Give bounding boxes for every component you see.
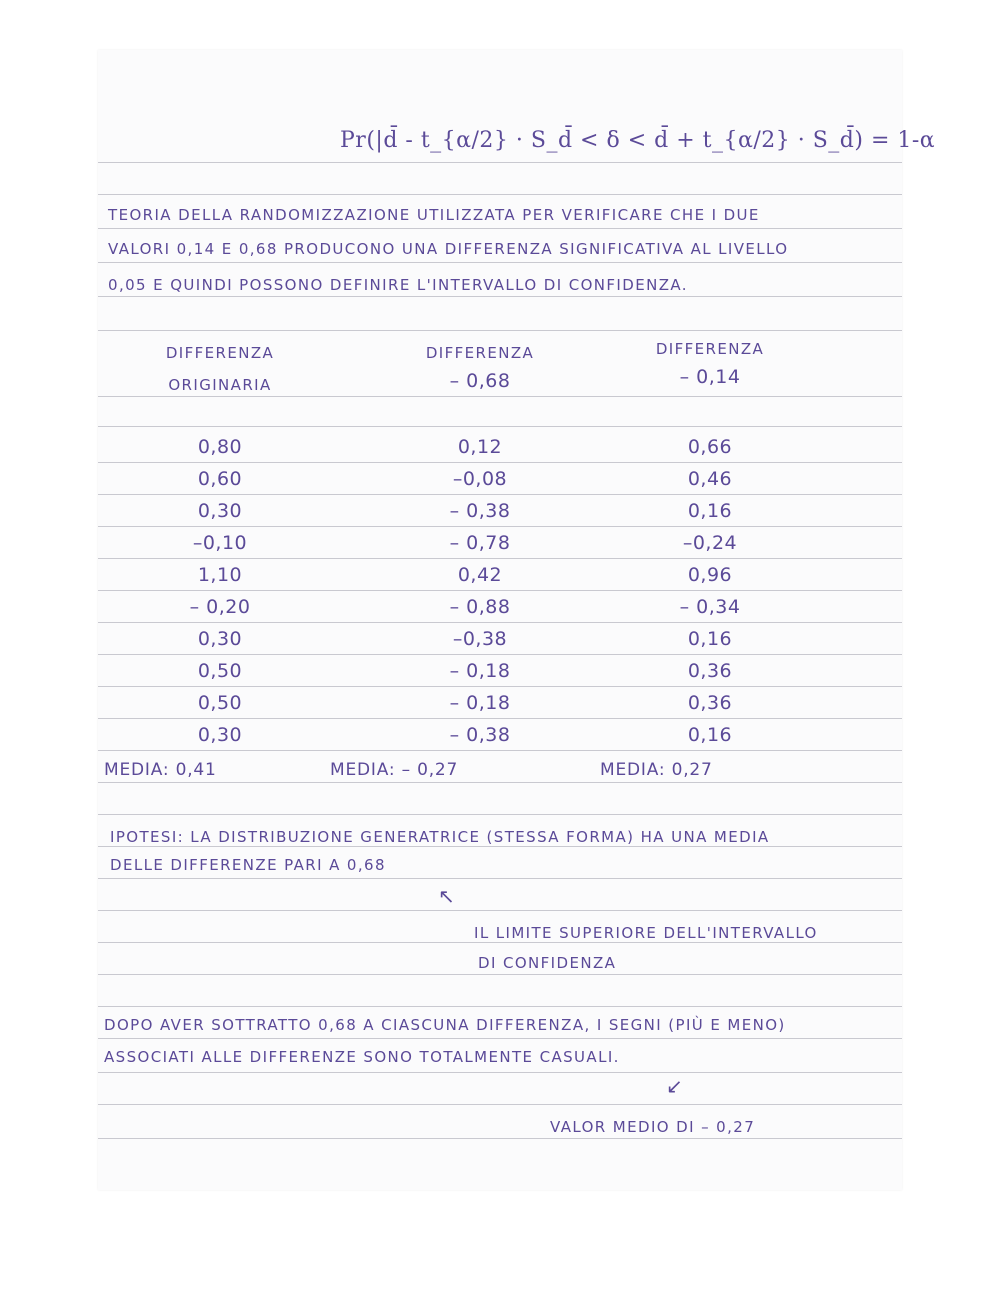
ruled-line xyxy=(98,1138,902,1139)
ruled-line xyxy=(98,1038,902,1039)
table-cell: –0,08 xyxy=(452,468,508,490)
ruled-line xyxy=(98,162,902,163)
ruled-line xyxy=(98,396,902,397)
ruled-line xyxy=(98,686,902,687)
ruled-line xyxy=(98,330,902,331)
ruled-line xyxy=(98,194,902,195)
header-col1-line2: ORIGINARIA xyxy=(168,376,272,394)
ruled-line xyxy=(98,846,902,847)
arrow-down-icon: ↙ xyxy=(666,1074,685,1098)
formula-text: Pr(|d̄ - t_{α/2} · S_d̄ < δ < d̄ + t_{α/2} · S_d̄) = 1-α xyxy=(340,128,936,153)
ruled-line xyxy=(98,228,902,229)
ruled-line xyxy=(98,622,902,623)
conclusion-note: VALOR MEDIO DI – 0,27 xyxy=(550,1118,756,1136)
table-cell: – 0,88 xyxy=(449,596,511,618)
table-cell: 0,36 xyxy=(687,692,733,714)
ruled-line xyxy=(98,1006,902,1007)
ruled-line xyxy=(98,526,902,527)
intro-line-3: 0,05 E QUINDI POSSONO DEFINIRE L'INTERVALLO DI CONFIDENZA. xyxy=(108,276,688,294)
header-col3-line1: DIFFERENZA xyxy=(655,340,765,358)
mean-col3: MEDIA: 0,27 xyxy=(600,760,713,780)
table-cell: 0,16 xyxy=(687,628,733,650)
ruled-line xyxy=(98,782,902,783)
ruled-line xyxy=(98,1104,902,1105)
hypothesis-note-line-1: IL LIMITE SUPERIORE DELL'INTERVALLO xyxy=(474,924,818,942)
arrow-up-icon: ↖ xyxy=(438,884,457,908)
table-cell: –0,38 xyxy=(452,628,508,650)
header-col3-line2: – 0,14 xyxy=(679,366,741,388)
table-cell: – 0,78 xyxy=(449,532,511,554)
table-cell: – 0,38 xyxy=(449,500,511,522)
table-cell: 0,16 xyxy=(687,500,733,522)
table-cell: – 0,18 xyxy=(449,660,511,682)
ruled-line xyxy=(98,1072,902,1073)
ruled-line xyxy=(98,814,902,815)
table-cell: 0,50 xyxy=(197,692,243,714)
table-cell: 1,10 xyxy=(197,564,243,586)
table-cell: –0,10 xyxy=(192,532,248,554)
ruled-line xyxy=(98,462,902,463)
hypothesis-line-1: IPOTESI: LA DISTRIBUZIONE GENERATRICE (STESSA FORMA) HA UNA MEDIA xyxy=(110,828,770,846)
ruled-line xyxy=(98,262,902,263)
table-cell: 0,60 xyxy=(197,468,243,490)
table-cell: –0,24 xyxy=(682,532,738,554)
ruled-line xyxy=(98,426,902,427)
confidence-interval-formula xyxy=(340,128,935,153)
ruled-line xyxy=(98,942,902,943)
ruled-line xyxy=(98,910,902,911)
table-cell: 0,30 xyxy=(197,500,243,522)
table-cell: 0,80 xyxy=(197,436,243,458)
table-cell: 0,42 xyxy=(457,564,503,586)
table-cell: – 0,34 xyxy=(679,596,741,618)
ruled-line xyxy=(98,494,902,495)
header-col2-line2: – 0,68 xyxy=(449,370,511,392)
mean-col2: MEDIA: – 0,27 xyxy=(330,760,459,780)
ruled-line xyxy=(98,590,902,591)
table-cell: 0,96 xyxy=(687,564,733,586)
intro-line-2: VALORI 0,14 E 0,68 PRODUCONO UNA DIFFERENZA SIGNIFICATIVA AL LIVELLO xyxy=(108,240,789,258)
table-cell: 0,36 xyxy=(687,660,733,682)
table-cell: – 0,38 xyxy=(449,724,511,746)
ruled-line xyxy=(98,654,902,655)
intro-line-1: TEORIA DELLA RANDOMIZZAZIONE UTILIZZATA PER VERIFICARE CHE I DUE xyxy=(108,206,760,224)
ruled-line xyxy=(98,718,902,719)
table-cell: – 0,18 xyxy=(449,692,511,714)
mean-col1: MEDIA: 0,41 xyxy=(104,760,217,780)
table-cell: 0,16 xyxy=(687,724,733,746)
table-cell: 0,30 xyxy=(197,724,243,746)
header-col1-line1: DIFFERENZA xyxy=(165,344,275,362)
table-cell: 0,50 xyxy=(197,660,243,682)
ruled-line xyxy=(98,878,902,879)
hypothesis-line-2: DELLE DIFFERENZE PARI A 0,68 xyxy=(110,856,386,874)
table-cell: 0,12 xyxy=(457,436,503,458)
table-cell: – 0,20 xyxy=(189,596,251,618)
conclusion-line-2: ASSOCIATI ALLE DIFFERENZE SONO TOTALMENTE CASUALI. xyxy=(104,1048,620,1066)
table-cell: 0,66 xyxy=(687,436,733,458)
ruled-line xyxy=(98,296,902,297)
ruled-line xyxy=(98,750,902,751)
ruled-line xyxy=(98,558,902,559)
table-cell: 0,46 xyxy=(687,468,733,490)
conclusion-line-1: DOPO AVER SOTTRATTO 0,68 A CIASCUNA DIFFERENZA, I SEGNI (PIÙ E MENO) xyxy=(104,1016,786,1034)
table-cell: 0,30 xyxy=(197,628,243,650)
ruled-line xyxy=(98,974,902,975)
hypothesis-note-line-2: DI CONFIDENZA xyxy=(478,954,617,972)
header-col2-line1: DIFFERENZA xyxy=(425,344,535,362)
